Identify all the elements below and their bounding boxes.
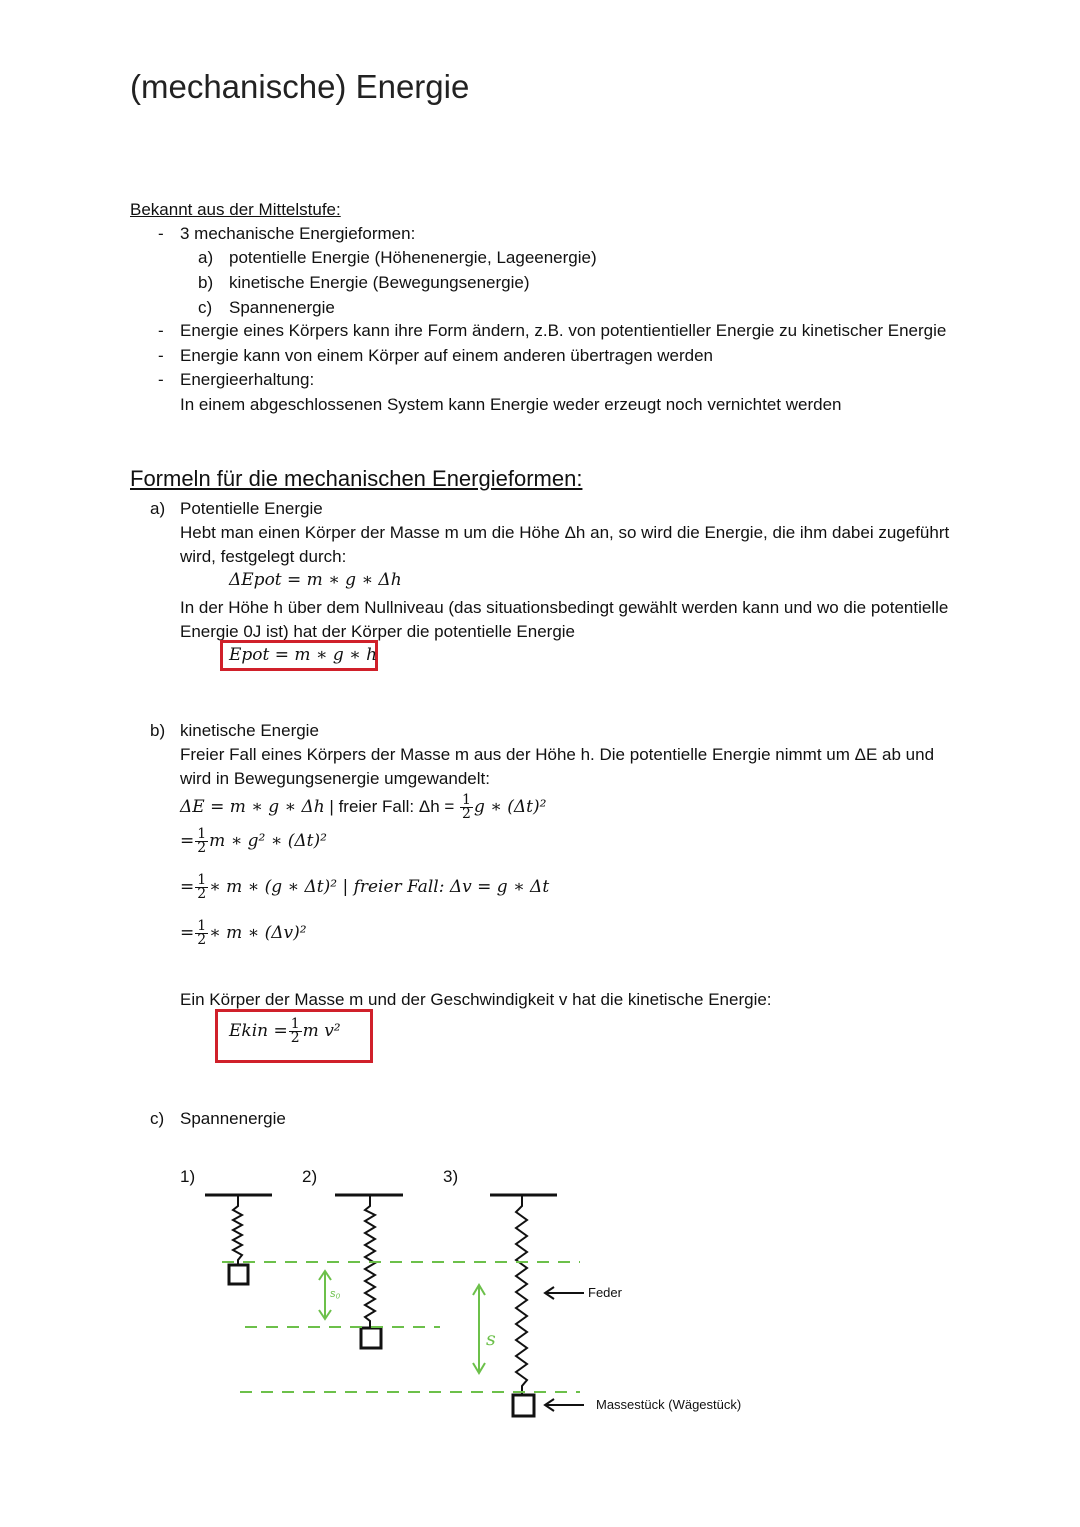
spring-1 <box>233 1196 242 1265</box>
eq1-left: ΔE = m ∗ g ∗ Δh <box>180 797 325 817</box>
fraction: $\frac{1}{2}$ <box>197 826 207 856</box>
label-massestueck: Massestück (Wägestück) <box>596 1397 742 1412</box>
mass-1 <box>229 1265 248 1284</box>
section-a-line2: wird, festgelegt durch: <box>180 547 347 566</box>
arrow-masse <box>545 1399 584 1411</box>
diagram-label-1: 1) <box>180 1167 196 1186</box>
section-a-line1: Hebt man einen Körper der Masse m um die Höhe Δh an, so wird die Energie, die ihm dabei zugeführt <box>180 523 950 542</box>
eq2-right: m ∗ g² ∗ (Δt)² <box>209 831 327 851</box>
section-c-letter: c) <box>150 1109 165 1128</box>
formulas-heading: Formeln für die mechanischen Energieformen: <box>130 466 583 491</box>
arrow-feder <box>545 1287 584 1299</box>
mass-2 <box>361 1328 381 1348</box>
ekin-right: m v² <box>302 1021 341 1041</box>
section-a-line3: In der Höhe h über dem Nullniveau (das situationsbedingt gewählt werden kann und wo die potentielle <box>180 598 949 617</box>
fraction: $\frac{1}{2}$ <box>290 1016 300 1046</box>
bullet-transfer: Energie kann von einem Körper auf einem anderen übertragen werden <box>180 346 714 365</box>
label-s: s <box>486 1328 496 1350</box>
fraction: $\frac{1}{2}$ <box>197 872 207 902</box>
section-b-title: kinetische Energie <box>180 721 319 740</box>
bullet-dash: - <box>158 370 164 389</box>
bullet-dash: - <box>158 321 164 340</box>
page-title: (mechanische) Energie <box>130 68 470 105</box>
section-c-title: Spannenergie <box>180 1109 286 1128</box>
form-b-text: kinetische Energie (Bewegungsenergie) <box>229 273 530 292</box>
eq4-right: ∗ m ∗ (Δv)² <box>209 923 307 943</box>
equation-line-2: = $\frac{1}{2}$ m ∗ g² ∗ (Δt)² <box>180 826 327 856</box>
equation-line-3: = $\frac{1}{2}$ ∗ m ∗ (g ∗ Δt)² | freier Fall: Δv = g ∗ Δt <box>180 872 550 902</box>
eq1-right: g ∗ (Δt)² <box>473 797 547 817</box>
form-a-text: potentielle Energie (Höhenenergie, Lageenergie) <box>229 248 597 267</box>
equation-line-4: = $\frac{1}{2}$ ∗ m ∗ (Δv)² <box>180 918 307 948</box>
label-feder: Feder <box>588 1285 622 1300</box>
diagram-label-3: 3) <box>443 1167 459 1186</box>
intro-heading: Bekannt aus der Mittelstufe: <box>130 200 341 219</box>
eq3-right: ∗ m ∗ (g ∗ Δt)² | freier Fall: Δv = g ∗ Δt <box>209 877 550 897</box>
form-c-text: Spannenergie <box>229 298 335 317</box>
form-a-letter: a) <box>198 248 214 267</box>
fraction: $\frac{1}{2}$ <box>462 792 471 822</box>
section-b-line2: wird in Bewegungsenergie umgewandelt: <box>180 769 490 788</box>
mass-3 <box>513 1395 534 1416</box>
label-s0: s₀ <box>330 1288 341 1300</box>
bullet-energy-forms: 3 mechanische Energieformen: <box>180 224 416 243</box>
section-b-line1: Freier Fall eines Körpers der Masse m aus der Höhe h. Die potentielle Energie nimmt um ΔE ab und <box>180 745 935 764</box>
bullet-dash: - <box>158 224 164 243</box>
bullet-form-change: Energie eines Körpers kann ihre Form ändern, z.B. von potentientieller Energie zu kinetischer Energie <box>180 321 947 340</box>
ekin-left: Ekin = <box>229 1021 288 1041</box>
form-c-letter: c) <box>198 298 213 317</box>
section-b-line3: Ein Körper der Masse m und der Geschwindigkeit v hat die kinetische Energie: <box>180 990 772 1009</box>
section-a-title: Potentielle Energie <box>180 499 323 518</box>
spring-3 <box>516 1196 527 1394</box>
form-b-letter: b) <box>198 273 214 292</box>
section-a-line4: Energie 0J ist) hat der Körper die potentielle Energie <box>180 622 576 641</box>
equation-epot: Epot = m ∗ g ∗ h <box>229 645 378 665</box>
section-b-letter: b) <box>150 721 166 740</box>
bullet-dash: - <box>158 346 164 365</box>
arrow-s <box>473 1285 485 1373</box>
diagram-label-2: 2) <box>302 1167 318 1186</box>
eq1-mid: | freier Fall: Δh = <box>324 797 460 816</box>
conservation-text: In einem abgeschlossenen System kann Energie weder erzeugt noch vernichtet werden <box>180 395 842 414</box>
section-a-letter: a) <box>150 499 166 518</box>
bullet-conservation: Energieerhaltung: <box>180 370 315 389</box>
equation-delta-epot: ΔEpot = m ∗ g ∗ Δh <box>229 570 402 590</box>
fraction: $\frac{1}{2}$ <box>197 918 207 948</box>
